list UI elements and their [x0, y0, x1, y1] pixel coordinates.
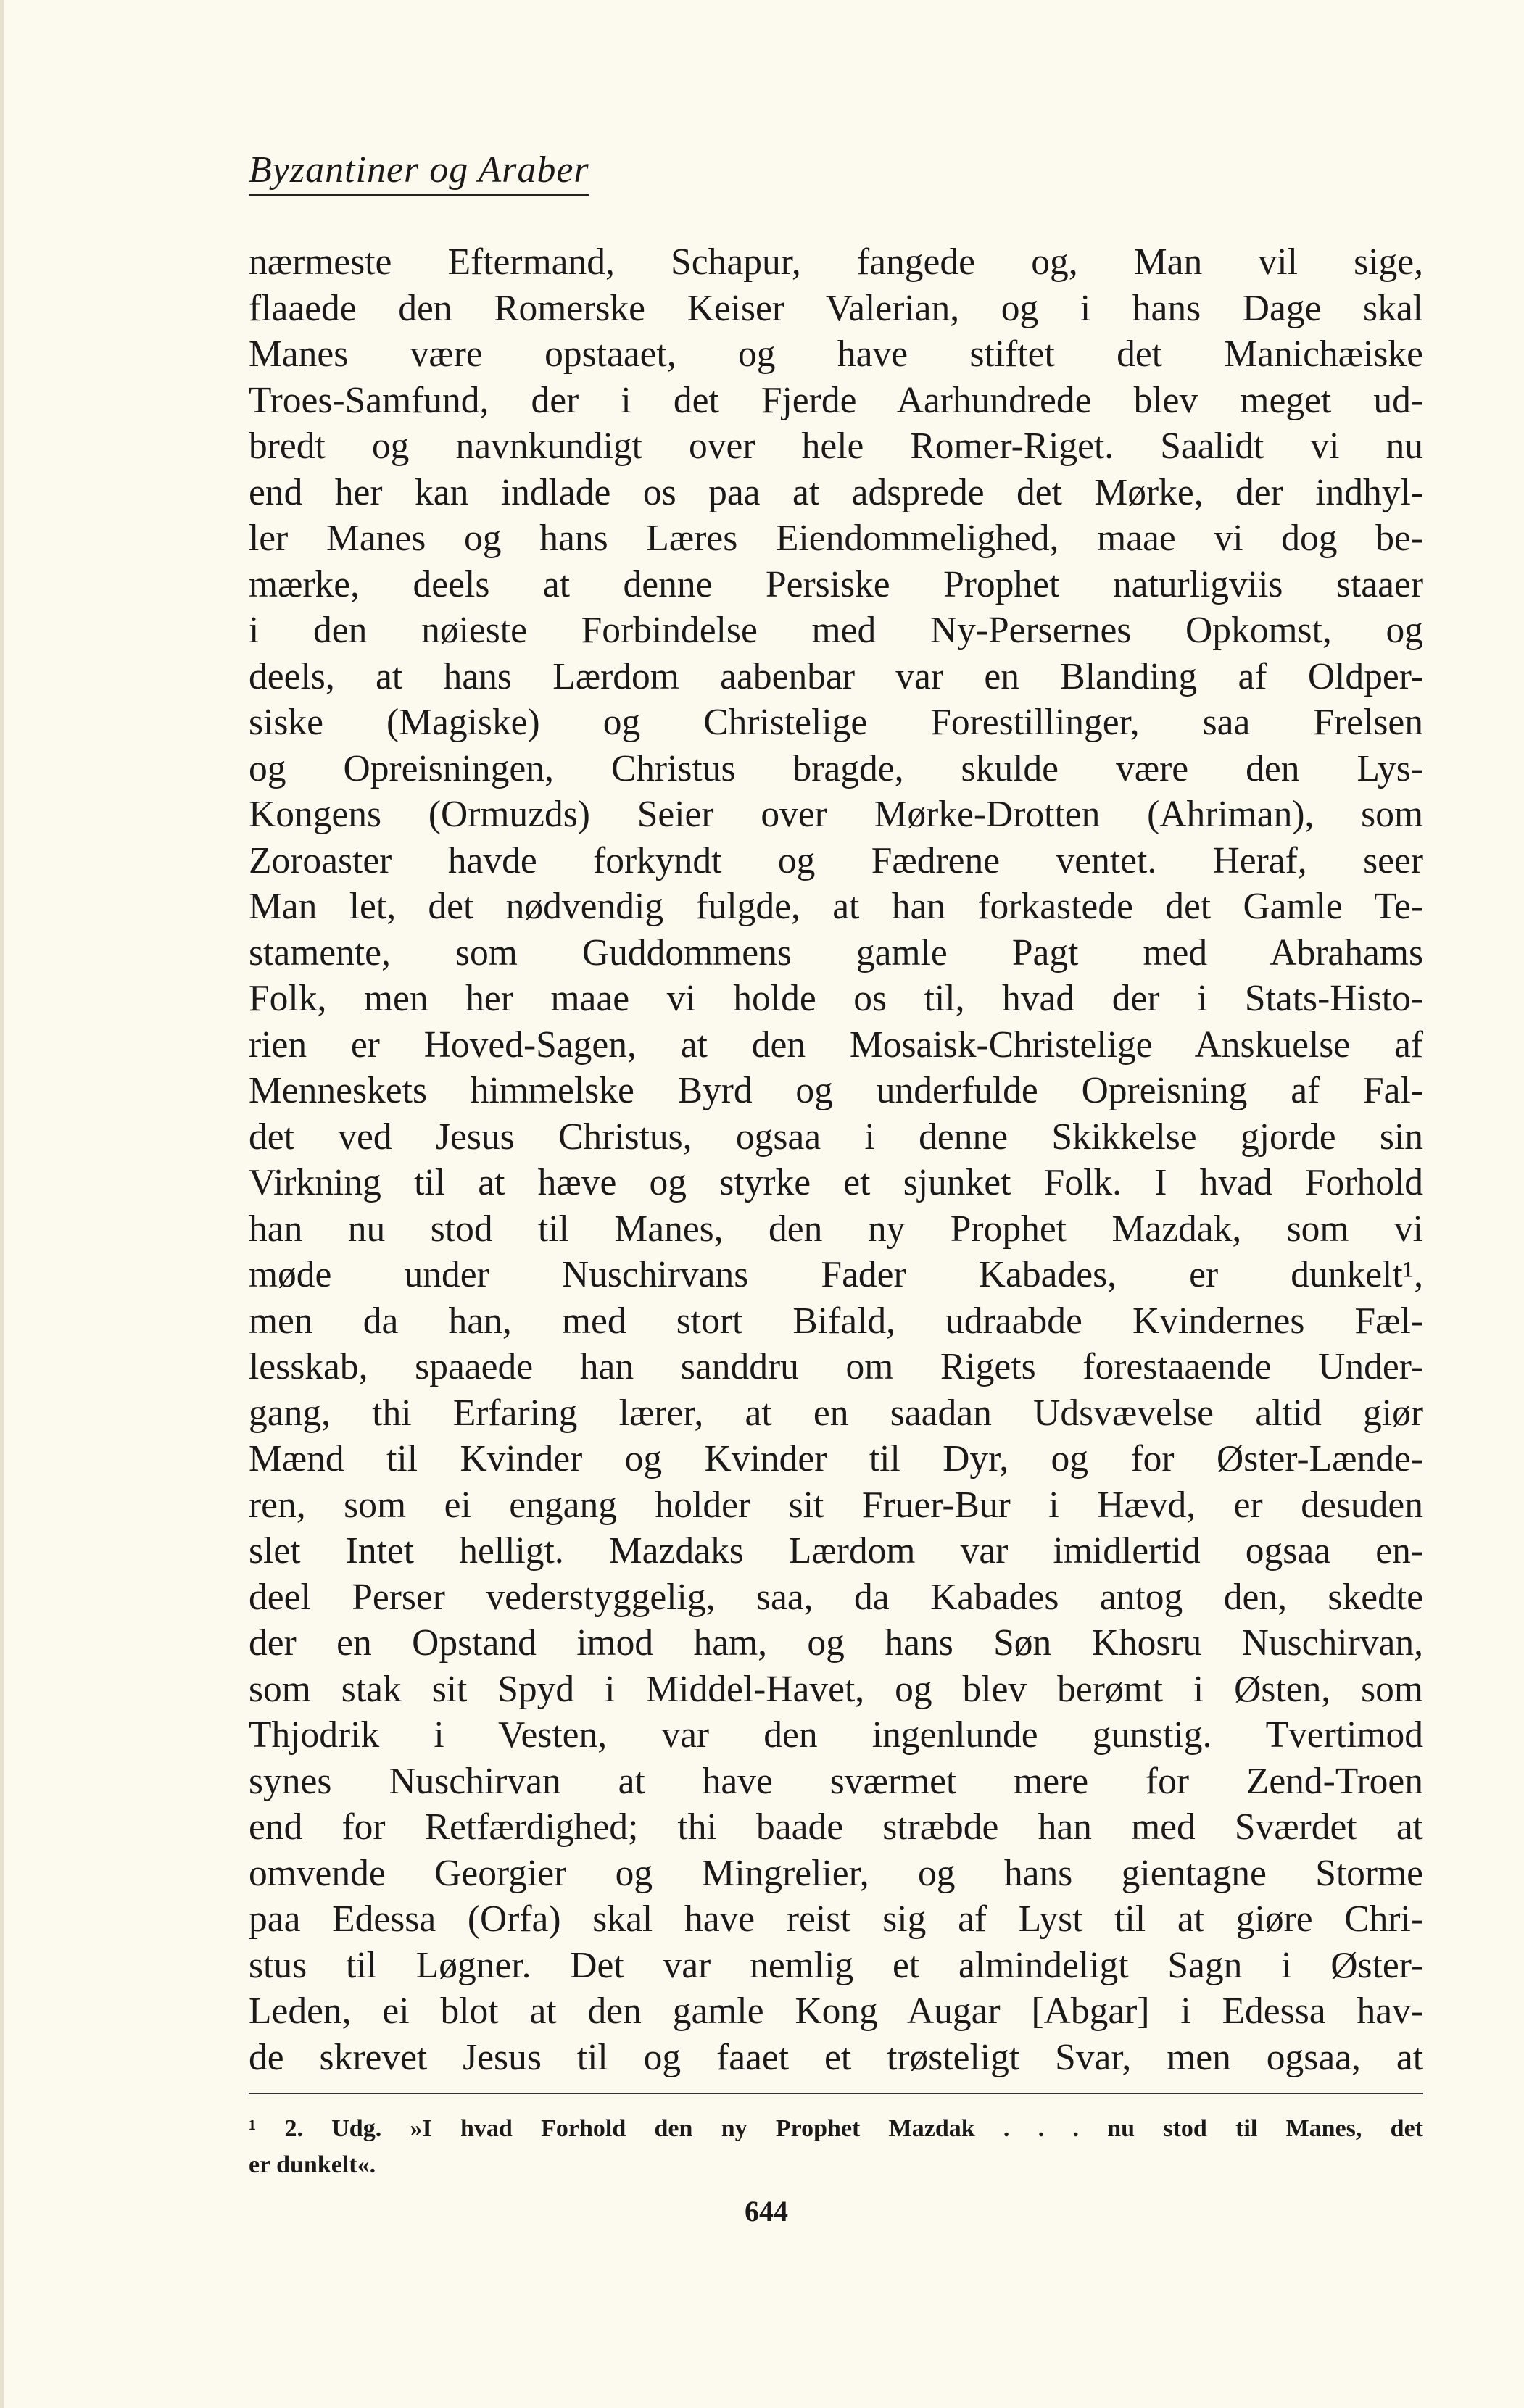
- text-line: Folk, men her maae vi holde os til, hvad der i Stats-Histo-: [249, 978, 1423, 1019]
- text-line: synes Nuschirvan at have sværmet mere for Zend-Troen: [249, 1760, 1423, 1802]
- text-line: Troes-Samfund, der i det Fjerde Aarhundrede blev meget ud-: [249, 379, 1423, 421]
- text-line: end for Retfærdighed; thi baade stræbde han med Sværdet at: [249, 1806, 1423, 1848]
- text-line: de skrevet Jesus til og faaet et trøsteligt Svar, men ogsaa, at: [249, 2036, 1423, 2078]
- text-line: lesskab, spaaede han sanddru om Rigets forestaaende Under-: [249, 1346, 1423, 1387]
- footnote: [249, 2111, 1423, 2183]
- text-line: mærke, deels at denne Persiske Prophet naturligviis staaer: [249, 563, 1423, 605]
- text-line: Virkning til at hæve og styrke et sjunket Folk. I hvad Forhold: [249, 1162, 1423, 1203]
- text-line: Thjodrik i Vesten, var den ingenlunde gunstig. Tvertimod: [249, 1714, 1423, 1756]
- text-line: omvende Georgier og Mingrelier, og hans gientagne Storme: [249, 1852, 1423, 1894]
- text-line: det ved Jesus Christus, ogsaa i denne Skikkelse gjorde sin: [249, 1116, 1423, 1158]
- text-line: Zoroaster havde forkyndt og Fædrene ventet. Heraf, seer: [249, 839, 1423, 881]
- text-line: Kongens (Ormuzds) Seier over Mørke-Drotten (Ahriman), som: [249, 794, 1423, 835]
- footnote-line: ¹ 2. Udg. »I hvad Forhold den ny Prophet Mazdak . . . nu stod til Manes, det: [249, 2115, 1423, 2142]
- text-line: end her kan indlade os paa at adsprede det Mørke, der indhyl-: [249, 471, 1423, 513]
- text-line: gang, thi Erfaring lærer, at en saadan Udsvævelse altid giør: [249, 1392, 1423, 1434]
- text-line: og Opreisningen, Christus bragde, skulde være den Lys-: [249, 747, 1423, 789]
- text-line: deels, at hans Lærdom aabenbar var en Blanding af Oldper-: [249, 655, 1423, 697]
- text-line: Mænd til Kvinder og Kvinder til Dyr, og for Øster-Lænde-: [249, 1438, 1423, 1479]
- text-line: ler Manes og hans Læres Eiendommelighed, maae vi dog be-: [249, 518, 1423, 559]
- text-line: Leden, ei blot at den gamle Kong Augar [Abgar] i Edessa hav-: [249, 1990, 1423, 2032]
- page-number: 644: [745, 2195, 788, 2228]
- running-head: Byzantiner og Araber: [249, 149, 589, 196]
- text-line: flaaede den Romerske Keiser Valerian, og i hans Dage skal: [249, 287, 1423, 329]
- text-line: han nu stod til Manes, den ny Prophet Mazdak, som vi: [249, 1208, 1423, 1250]
- text-line: i den nøieste Forbindelse med Ny-Persernes Opkomst, og: [249, 610, 1423, 651]
- text-line: stamente, som Guddommens gamle Pagt med Abrahams: [249, 931, 1423, 973]
- text-line: som stak sit Spyd i Middel-Havet, og blev berømt i Østen, som: [249, 1668, 1423, 1710]
- text-line: paa Edessa (Orfa) skal have reist sig af Lyst til at giøre Chri-: [249, 1898, 1423, 1940]
- text-line: rien er Hoved-Sagen, at den Mosaisk-Christelige Anskuelse af: [249, 1024, 1423, 1066]
- text-line: Man let, det nødvendig fulgde, at han forkastede det Gamle Te-: [249, 886, 1423, 927]
- text-line: der en Opstand imod ham, og hans Søn Khosru Nuschirvan,: [249, 1622, 1423, 1664]
- text-line: Menneskets himmelske Byrd og underfulde Opreisning af Fal-: [249, 1070, 1423, 1111]
- text-line: men da han, med stort Bifald, udraabde Kvindernes Fæl-: [249, 1300, 1423, 1342]
- body-text: [249, 239, 1423, 2080]
- text-line: slet Intet helligt. Mazdaks Lærdom var imidlertid ogsaa en-: [249, 1530, 1423, 1572]
- text-line: bredt og navnkundigt over hele Romer-Riget. Saalidt vi nu: [249, 425, 1423, 467]
- text-line: siske (Magiske) og Christelige Forestillinger, saa Frelsen: [249, 702, 1423, 743]
- text-line: stus til Løgner. Det var nemlig et almindeligt Sagn i Øster-: [249, 1944, 1423, 1986]
- text-line: ren, som ei engang holder sit Fruer-Bur i Hævd, er desuden: [249, 1484, 1423, 1526]
- footnote-line: er dunkelt«.: [249, 2151, 376, 2178]
- text-line: Manes være opstaaet, og have stiftet det Manichæiske: [249, 333, 1423, 375]
- text-line: møde under Nuschirvans Fader Kabades, er dunkelt¹,: [249, 1254, 1423, 1295]
- text-line: nærmeste Eftermand, Schapur, fangede og, Man vil sige,: [249, 241, 1423, 283]
- footnote-rule: [249, 2093, 1423, 2094]
- text-line: deel Perser vederstyggelig, saa, da Kabades antog den, skedte: [249, 1576, 1423, 1618]
